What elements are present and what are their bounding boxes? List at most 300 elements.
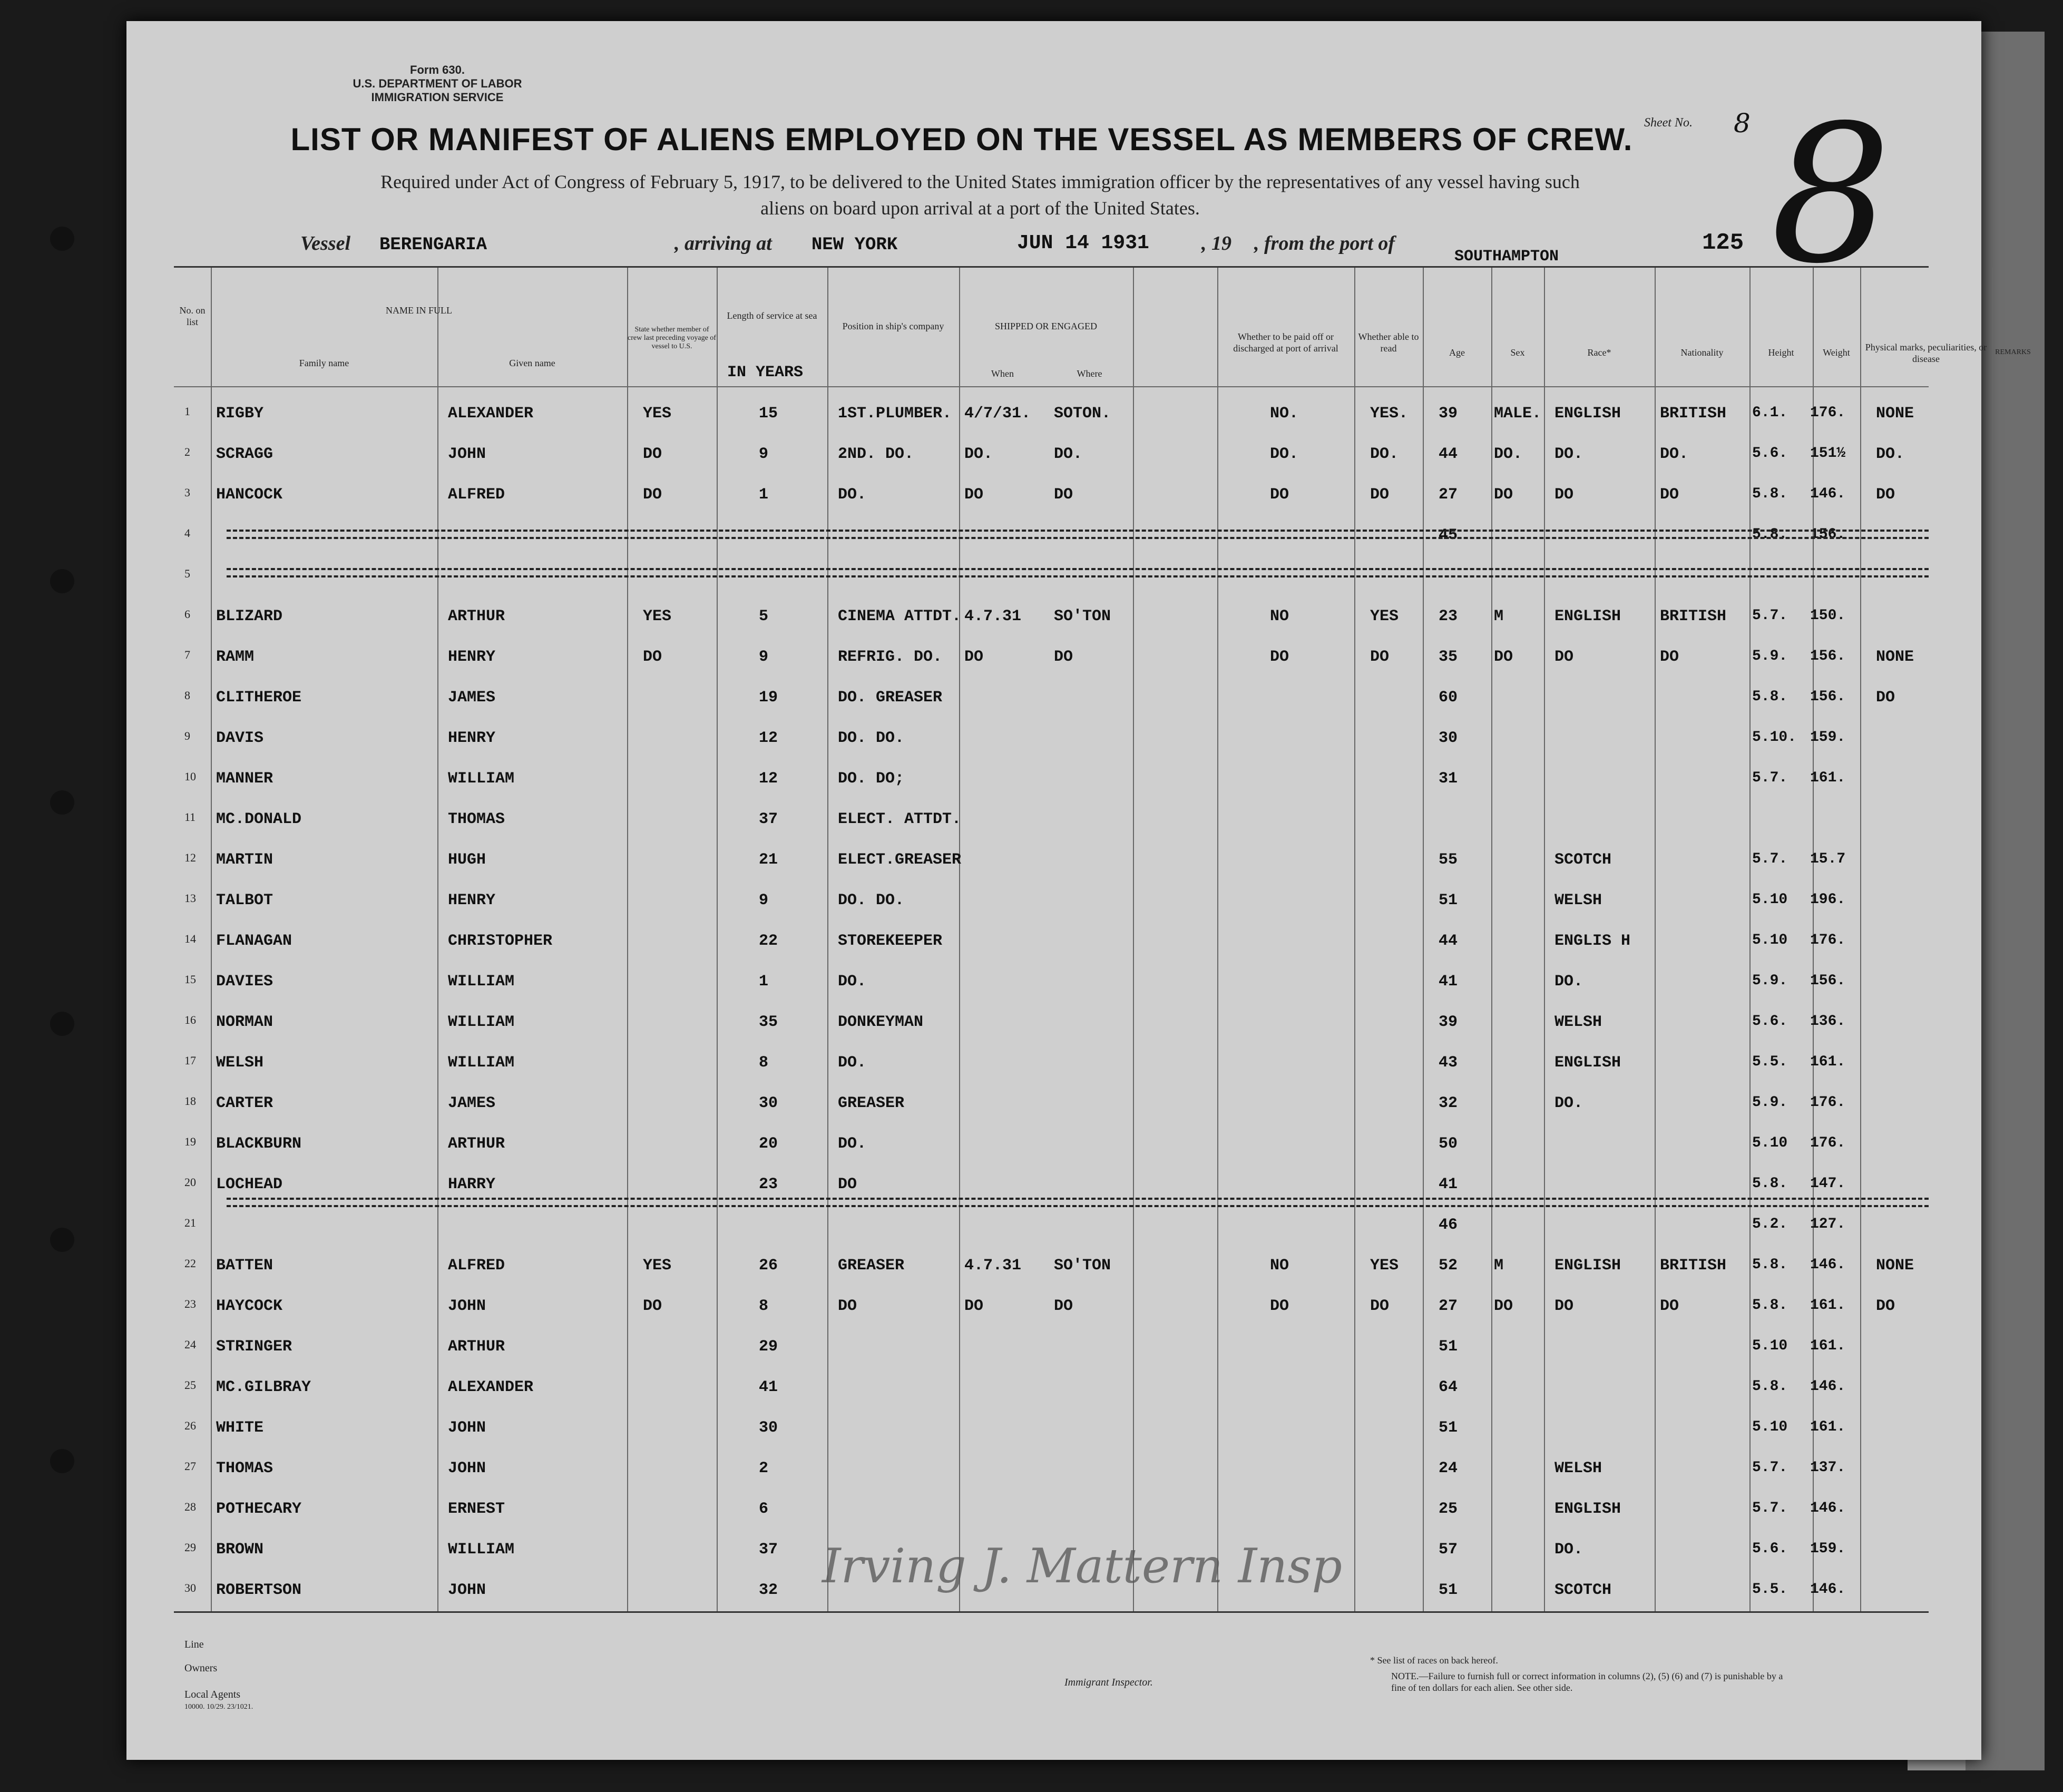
race: DO. <box>1554 445 1583 463</box>
position: DO. DO. <box>838 729 905 747</box>
previous-voyage: DO <box>643 445 662 463</box>
height: 5.10 <box>1752 1338 1788 1354</box>
paid-off: NO. <box>1270 405 1299 423</box>
age: 51 <box>1439 1419 1458 1437</box>
row-number: 10 <box>184 770 196 783</box>
race: DO. <box>1554 1094 1583 1112</box>
family-name: STRINGER <box>216 1338 292 1356</box>
row-number: 3 <box>184 486 190 499</box>
col-header-marks: Physical marks, peculiarities, or disease <box>1865 342 1987 364</box>
race: DO <box>1554 1297 1574 1315</box>
age: 57 <box>1439 1541 1458 1559</box>
col-header-service: Length of service at sea <box>727 310 817 321</box>
age: 44 <box>1439 932 1458 950</box>
shipped-when: 4.7.31 <box>964 608 1022 625</box>
position: DO. <box>838 486 867 504</box>
nationality: BRITISH <box>1660 608 1727 625</box>
physical-marks: DO <box>1876 486 1895 504</box>
age: 32 <box>1439 1094 1458 1112</box>
row-number: 7 <box>184 648 190 661</box>
weight: 156. <box>1810 648 1846 664</box>
service-years: 9 <box>759 445 769 463</box>
given-name: WILLIAM <box>448 1541 515 1559</box>
weight: 156. <box>1810 973 1846 989</box>
table-row <box>174 770 1929 810</box>
family-name: RIGBY <box>216 405 264 423</box>
race: DO. <box>1554 1541 1583 1559</box>
race: WELSH <box>1554 1460 1602 1477</box>
service-years: 37 <box>759 810 778 828</box>
service-years: 20 <box>759 1135 778 1153</box>
col-header-nationality: Nationality <box>1680 347 1724 358</box>
arriving-label: , arriving at <box>674 232 772 254</box>
sex: DO <box>1494 486 1513 504</box>
weight: 151½ <box>1810 445 1846 462</box>
given-name: WILLIAM <box>448 770 515 788</box>
given-name: ALEXANDER <box>448 1378 534 1396</box>
vessel-name: BERENGARIA <box>379 235 487 255</box>
given-name: ARTHUR <box>448 608 505 625</box>
race: ENGLISH <box>1554 1257 1621 1275</box>
given-name: ALEXANDER <box>448 405 534 423</box>
race: SCOTCH <box>1554 1581 1612 1599</box>
service-years: 12 <box>759 729 778 747</box>
service-years: 8 <box>759 1054 769 1072</box>
weight: 161. <box>1810 770 1846 786</box>
height: 5.6. <box>1752 445 1788 462</box>
weight: 150. <box>1810 608 1846 624</box>
able-to-read: DO <box>1370 648 1390 666</box>
given-name: JOHN <box>448 1460 486 1477</box>
position: DO. DO. <box>838 892 905 909</box>
row-number: 5 <box>184 567 190 580</box>
sex: MALE. <box>1494 405 1542 423</box>
height: 5.8. <box>1752 1378 1788 1395</box>
weight: 176. <box>1810 1135 1846 1151</box>
table-row <box>174 810 1929 851</box>
weight: 159. <box>1810 729 1846 746</box>
nationality: DO. <box>1660 445 1689 463</box>
table-row <box>174 932 1929 973</box>
table-row <box>174 892 1929 932</box>
race: ENGLIS H <box>1554 932 1631 950</box>
shipped-where: SO'TON <box>1054 1257 1111 1275</box>
row-number: 25 <box>184 1378 196 1392</box>
service-years: 32 <box>759 1581 778 1599</box>
weight: 146. <box>1810 1378 1846 1395</box>
row-number: 24 <box>184 1338 196 1351</box>
table-row <box>174 1378 1929 1419</box>
height: 5.9. <box>1752 648 1788 664</box>
row-number: 30 <box>184 1581 196 1594</box>
col-header-name: NAME IN FULL <box>386 305 452 316</box>
given-name: THOMAS <box>448 810 505 828</box>
given-name: HENRY <box>448 648 496 666</box>
position: 2ND. DO. <box>838 445 914 463</box>
position: DO. GREASER <box>838 689 943 707</box>
previous-voyage: DO <box>643 648 662 666</box>
position: ELECT. ATTDT. <box>838 810 962 828</box>
weight: 161. <box>1810 1054 1846 1070</box>
table-row <box>174 1338 1929 1378</box>
age: 30 <box>1439 729 1458 747</box>
row-number: 8 <box>184 689 190 702</box>
col-header-years: IN YEARS <box>727 364 804 381</box>
family-name: POTHECARY <box>216 1500 302 1518</box>
weight: 136. <box>1810 1013 1846 1030</box>
col-header-position: Position in ship's company <box>842 321 944 331</box>
height: 6.1. <box>1752 405 1788 421</box>
given-name: HENRY <box>448 729 496 747</box>
family-name: MC.GILBRAY <box>216 1378 311 1396</box>
given-name: JAMES <box>448 1094 496 1112</box>
able-to-read: YES <box>1370 1257 1399 1275</box>
service-years: 9 <box>759 648 769 666</box>
paid-off: DO. <box>1270 445 1299 463</box>
table-row <box>174 1135 1929 1176</box>
service-years: 1 <box>759 486 769 504</box>
position: 1ST.PLUMBER. <box>838 405 952 423</box>
table-row <box>174 689 1929 729</box>
weight: 176. <box>1810 1094 1846 1111</box>
age: 51 <box>1439 892 1458 909</box>
service-years: 23 <box>759 1176 778 1193</box>
row-number: 20 <box>184 1176 196 1189</box>
manifest-number: 125 <box>1702 230 1744 256</box>
weight: 156. <box>1810 526 1846 543</box>
age: 55 <box>1439 851 1458 869</box>
race: SCOTCH <box>1554 851 1612 869</box>
age: 64 <box>1439 1378 1458 1396</box>
family-name: SCRAGG <box>216 445 273 463</box>
previous-voyage: DO <box>643 486 662 504</box>
height: 5.8. <box>1752 1176 1788 1192</box>
from-port-label: , from the port of <box>1254 232 1395 254</box>
paid-off: DO <box>1270 648 1289 666</box>
binder-hole <box>50 790 74 815</box>
given-name: WILLIAM <box>448 1013 515 1031</box>
col-header-race: Race* <box>1587 347 1611 358</box>
binder-hole <box>50 1449 74 1473</box>
table-row <box>174 648 1929 689</box>
age: 23 <box>1439 608 1458 625</box>
position: DONKEYMAN <box>838 1013 924 1031</box>
service-years: 1 <box>759 973 769 991</box>
height: 5.8. <box>1752 1257 1788 1273</box>
position: DO <box>838 1297 857 1315</box>
footer-print-code: 10000. 10/29. 23/1021. <box>184 1703 253 1711</box>
physical-marks: DO <box>1876 1297 1895 1315</box>
able-to-read: YES <box>1370 608 1399 625</box>
given-name: ALFRED <box>448 486 505 504</box>
given-name: ARTHUR <box>448 1338 505 1356</box>
shipped-when: 4.7.31 <box>964 1257 1022 1275</box>
page-title: LIST OR MANIFEST OF ALIENS EMPLOYED ON THE VESSEL AS MEMBERS OF CREW. <box>290 122 1633 157</box>
service-years: 30 <box>759 1094 778 1112</box>
shipped-where: DO <box>1054 486 1073 504</box>
height: 5.7. <box>1752 851 1788 867</box>
penalty-note: NOTE.—Failure to furnish full or correct information in columns (2), (5) (6) and (7) is punishable by a fine of ten dollars for each alien. See other side. <box>1391 1671 1783 1693</box>
position: ELECT.GREASER <box>838 851 962 869</box>
service-years: 37 <box>759 1541 778 1559</box>
service-years: 29 <box>759 1338 778 1356</box>
shipped-when: DO <box>964 648 984 666</box>
sex: DO <box>1494 648 1513 666</box>
weight: 196. <box>1810 892 1846 908</box>
table-row <box>174 1054 1929 1094</box>
family-name: CARTER <box>216 1094 273 1112</box>
form-number: Form 630. <box>410 63 465 76</box>
family-name: FLANAGAN <box>216 932 292 950</box>
family-name: LOCHEAD <box>216 1176 283 1193</box>
sheet-label: Sheet No. <box>1644 116 1693 130</box>
height: 5.7. <box>1752 770 1788 786</box>
row-number: 18 <box>184 1094 196 1108</box>
footer-agents-label: Local Agents <box>184 1689 241 1700</box>
table-row <box>174 1257 1929 1297</box>
row-number: 1 <box>184 405 190 418</box>
age: 39 <box>1439 405 1458 423</box>
nationality: DO <box>1660 648 1679 666</box>
service-years: 9 <box>759 892 769 909</box>
col-header-shipped: SHIPPED OR ENGAGED <box>994 321 1097 331</box>
given-name: ALFRED <box>448 1257 505 1275</box>
table-row <box>174 1176 1929 1216</box>
row-number: 21 <box>184 1216 196 1229</box>
row-number: 4 <box>184 526 190 540</box>
race: WELSH <box>1554 1013 1602 1031</box>
height: 5.7. <box>1752 608 1788 624</box>
race-note: * See list of races on back hereof. <box>1370 1655 1498 1666</box>
position: DO. DO; <box>838 770 905 788</box>
binder-hole <box>50 227 74 251</box>
age: 24 <box>1439 1460 1458 1477</box>
service: IMMIGRATION SERVICE <box>371 91 504 104</box>
position: STOREKEEPER <box>838 932 943 950</box>
weight: 161. <box>1810 1338 1846 1354</box>
row-number: 14 <box>184 932 196 945</box>
family-name: WHITE <box>216 1419 264 1437</box>
height: 5.8. <box>1752 689 1788 705</box>
race: ENGLISH <box>1554 1500 1621 1518</box>
weight: 161. <box>1810 1419 1846 1435</box>
service-years: 22 <box>759 932 778 950</box>
position: REFRIG. DO. <box>838 648 943 666</box>
physical-marks: NONE <box>1876 1257 1914 1275</box>
family-name: CLITHEROE <box>216 689 302 707</box>
previous-voyage: YES <box>643 1257 672 1275</box>
service-years: 21 <box>759 851 778 869</box>
shipped-where: DO <box>1054 1297 1073 1315</box>
row-number: 19 <box>184 1135 196 1148</box>
binder-hole <box>50 1228 74 1252</box>
service-years: 8 <box>759 1297 769 1315</box>
height: 5.8. <box>1752 486 1788 502</box>
row-number: 9 <box>184 729 190 742</box>
position: DO. <box>838 973 867 991</box>
age: 46 <box>1439 1216 1458 1234</box>
position: DO. <box>838 1054 867 1072</box>
col-header-when: When <box>991 368 1014 379</box>
age: 51 <box>1439 1581 1458 1599</box>
col-header-given: Given name <box>509 358 555 368</box>
sex: DO. <box>1494 445 1523 463</box>
arrival-date: JUN 14 1931 <box>1017 232 1149 254</box>
col-header-weight: Weight <box>1823 347 1850 358</box>
shipped-where: DO <box>1054 648 1073 666</box>
position: CINEMA ATTDT. <box>838 608 962 625</box>
page-subtitle <box>190 169 1771 221</box>
given-name: WILLIAM <box>448 973 515 991</box>
col-header-family: Family name <box>299 358 349 368</box>
position: DO. <box>838 1135 867 1153</box>
height: 5.9. <box>1752 973 1788 989</box>
family-name: MC.DONALD <box>216 810 302 828</box>
inspector-signature: Irving J. Mattern Insp <box>822 1539 1343 1594</box>
height: 5.6. <box>1752 1013 1788 1030</box>
table-row <box>174 405 1929 445</box>
weight: 147. <box>1810 1176 1846 1192</box>
row-number: 11 <box>184 810 196 824</box>
col-header-previous-voyage: State whether member of crew last preceding voyage of vessel to U.S. <box>628 326 716 350</box>
previous-voyage: DO <box>643 1297 662 1315</box>
age: 25 <box>1439 1500 1458 1518</box>
row-number: 12 <box>184 851 196 864</box>
footer-owners-label: Owners <box>184 1662 218 1674</box>
shipped-when: DO. <box>964 445 993 463</box>
paid-off: NO <box>1270 1257 1289 1275</box>
paid-off: DO <box>1270 1297 1289 1315</box>
service-years: 26 <box>759 1257 778 1275</box>
given-name: JOHN <box>448 1419 486 1437</box>
service-years: 15 <box>759 405 778 423</box>
height: 5.7. <box>1752 1460 1788 1476</box>
family-name: MARTIN <box>216 851 273 869</box>
height: 5.9. <box>1752 1094 1788 1111</box>
previous-voyage: YES <box>643 405 672 423</box>
col-header-sex: Sex <box>1510 347 1525 358</box>
height: 5.6. <box>1752 1541 1788 1557</box>
col-divider <box>1992 268 1993 1611</box>
struck-out-row <box>227 1198 1929 1207</box>
col-header-no: No. on list <box>179 305 206 327</box>
age: 39 <box>1439 1013 1458 1031</box>
service-years: 35 <box>759 1013 778 1031</box>
family-name: BATTEN <box>216 1257 273 1275</box>
race: ENGLISH <box>1554 608 1621 625</box>
table-row <box>174 445 1929 486</box>
family-name: HANCOCK <box>216 486 283 504</box>
shipped-where: SOTON. <box>1054 405 1111 423</box>
family-name: DAVIS <box>216 729 264 747</box>
col-header-where: Where <box>1077 368 1102 379</box>
departure-port: SOUTHAMPTON <box>1454 248 1559 266</box>
weight: 176. <box>1810 405 1846 421</box>
age: 51 <box>1439 1338 1458 1356</box>
shipped-when: DO <box>964 486 984 504</box>
arrival-port: NEW YORK <box>811 235 898 255</box>
sex: DO <box>1494 1297 1513 1315</box>
family-name: MANNER <box>216 770 273 788</box>
sheet-number: 8 <box>1734 108 1751 139</box>
table-row <box>174 1419 1929 1460</box>
height: 5.7. <box>1752 1500 1788 1516</box>
given-name: ERNEST <box>448 1500 505 1518</box>
family-name: RAMM <box>216 648 255 666</box>
row-number: 17 <box>184 1054 196 1067</box>
service-years: 2 <box>759 1460 769 1477</box>
table-row <box>174 973 1929 1013</box>
weight: 146. <box>1810 486 1846 502</box>
crew-table <box>174 266 2031 1613</box>
col-header-remarks: REMARKS <box>1995 348 2031 356</box>
service-years: 30 <box>759 1419 778 1437</box>
service-years: 5 <box>759 608 769 625</box>
given-name: JOHN <box>448 445 486 463</box>
age: 27 <box>1439 1297 1458 1315</box>
row-number: 2 <box>184 445 190 458</box>
height: 5.10. <box>1752 729 1797 746</box>
row-number: 29 <box>184 1541 196 1554</box>
height: 5.10 <box>1752 892 1788 908</box>
shipped-where: SO'TON <box>1054 608 1111 625</box>
weight: 146. <box>1810 1257 1846 1273</box>
col-header-height: Height <box>1768 347 1794 358</box>
binder-hole <box>50 569 74 593</box>
family-name: BLACKBURN <box>216 1135 302 1153</box>
weight: 146. <box>1810 1581 1846 1598</box>
height: 5.10 <box>1752 932 1788 948</box>
shipped-where: DO. <box>1054 445 1083 463</box>
given-name: ARTHUR <box>448 1135 505 1153</box>
physical-marks: NONE <box>1876 648 1914 666</box>
col-header-paid-off: Whether to be paid off or discharged at port of arrival <box>1233 331 1338 354</box>
given-name: CHRISTOPHER <box>448 932 553 950</box>
struck-out-row <box>227 568 1929 577</box>
able-to-read: DO <box>1370 1297 1390 1315</box>
age: 41 <box>1439 973 1458 991</box>
family-name: ROBERTSON <box>216 1581 302 1599</box>
given-name: HARRY <box>448 1176 496 1193</box>
family-name: THOMAS <box>216 1460 273 1477</box>
row-number: 13 <box>184 892 196 905</box>
footer-line-label: Line <box>184 1639 204 1650</box>
given-name: JOHN <box>448 1581 486 1599</box>
table-row <box>174 608 1929 648</box>
table-row <box>174 1460 1929 1500</box>
table-row <box>174 1216 1929 1257</box>
age: 52 <box>1439 1257 1458 1275</box>
paid-off: NO <box>1270 608 1289 625</box>
nationality: DO <box>1660 486 1679 504</box>
binder-hole <box>50 1012 74 1036</box>
family-name: BLIZARD <box>216 608 283 625</box>
age: 27 <box>1439 486 1458 504</box>
family-name: HAYCOCK <box>216 1297 283 1315</box>
paid-off: DO <box>1270 486 1289 504</box>
table-row <box>174 1297 1929 1338</box>
height: 5.2. <box>1752 1216 1788 1232</box>
row-number: 26 <box>184 1419 196 1432</box>
weight: 159. <box>1810 1541 1846 1557</box>
age: 35 <box>1439 648 1458 666</box>
row-number: 28 <box>184 1500 196 1513</box>
given-name: HUGH <box>448 851 486 869</box>
weight: 156. <box>1810 689 1846 705</box>
form-header <box>327 63 548 104</box>
table-row <box>174 486 1929 526</box>
service-years: 12 <box>759 770 778 788</box>
